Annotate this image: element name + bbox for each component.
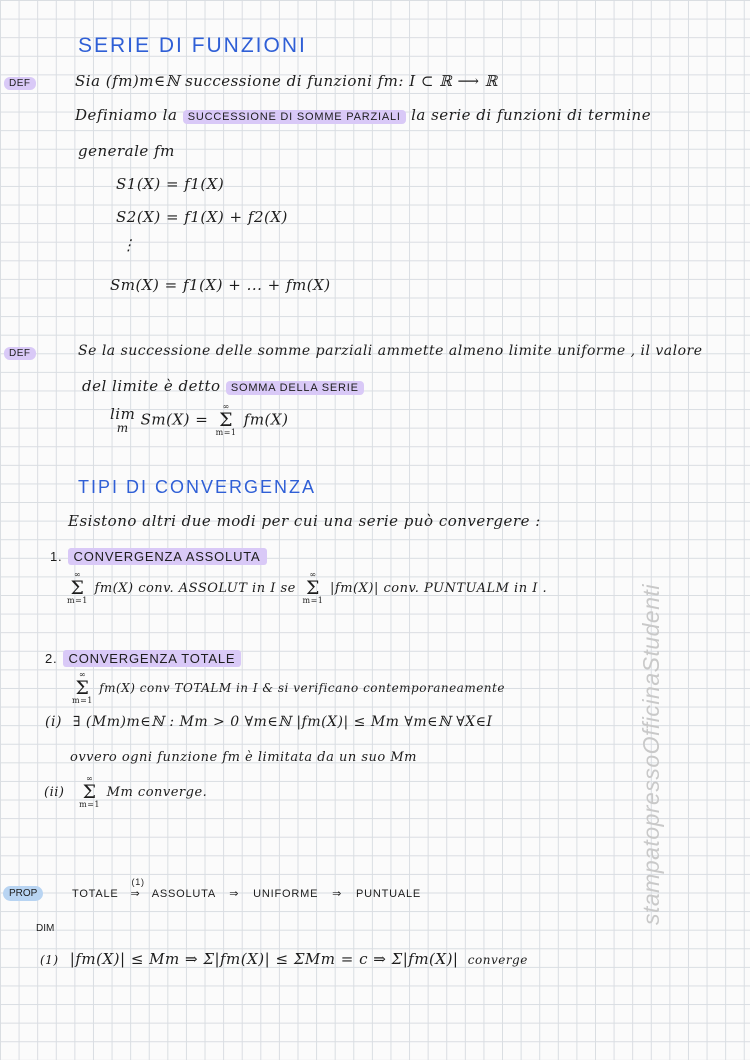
- heading-assoluta: [50, 546, 267, 565]
- section-title-tipi: TIPI DI CONVERGENZA: [78, 477, 317, 497]
- condition-ii-expr: Mm converge.: [106, 784, 208, 800]
- lim-expr: Sm(X) =: [140, 410, 209, 429]
- page-title: SERIE DI FUNZIONI: [78, 34, 307, 57]
- lim-sub: m: [116, 420, 129, 435]
- highlight-somma-serie: SOMMA DELLA SERIE: [226, 381, 364, 395]
- sum-bottom: m=1: [79, 799, 100, 809]
- def1-line2-b: la serie di funzioni di termine: [411, 106, 652, 124]
- highlight-somme-parziali: SUCCESSIONE DI SOMME PARZIALI: [183, 110, 406, 124]
- def1-line2-a: Definiamo la: [75, 106, 178, 124]
- condition-ii: [44, 776, 207, 809]
- proof-line: [40, 950, 528, 968]
- highlight-totale: CONVERGENZA TOTALE: [63, 650, 242, 667]
- condition-i-note: ovvero ogni funzione fm è limitata da un suo Mm: [70, 750, 417, 765]
- sum-symbol: [216, 404, 237, 437]
- def1-line3: generale fm: [78, 142, 175, 160]
- eq-s1: S1(X) = f1(X): [116, 175, 225, 193]
- condition-i-expr: ∃ (Mm)m∈ℕ : Mm > 0 ∀m∈ℕ |fm(X)| ≤ Mm ∀m∈ℕ ∀X∈I: [72, 714, 493, 730]
- sigma-glyph: Σ: [219, 408, 234, 431]
- eq-sm: Sm(X) = f1(X) + ... + fm(X): [110, 276, 331, 294]
- sum-bottom: m=1: [67, 595, 88, 605]
- heading-totale: [45, 648, 241, 667]
- totale-expr: fm(X) conv TOTALM in I & si verificano contemporaneamente: [99, 680, 505, 695]
- def1-line2: [75, 106, 651, 124]
- chain-totale: TOTALE: [72, 888, 119, 900]
- sum-symbol: [303, 572, 324, 605]
- proof-label: (1): [40, 953, 59, 967]
- implies-arrow: ⇒: [130, 888, 141, 900]
- sum-bottom: m=1: [72, 695, 93, 705]
- assoluta-expr2: |fm(X)| conv. PUNTUALM in I .: [330, 580, 548, 596]
- eq-s2: S2(X) = f1(X) + f2(X): [116, 208, 288, 226]
- sigma-glyph: Σ: [70, 576, 85, 599]
- sum-symbol: [72, 672, 93, 705]
- chain-assoluta: ASSOLUTA: [151, 888, 216, 900]
- assoluta-def: [65, 572, 547, 605]
- condition-i-label: (i): [45, 714, 62, 730]
- sum-top: ∞: [78, 670, 87, 679]
- heading-number: 2.: [45, 651, 58, 666]
- def2-line2: [82, 377, 364, 395]
- totale-def: [70, 672, 505, 705]
- lim-text: lim: [110, 404, 136, 423]
- sum-top: ∞: [222, 402, 230, 411]
- implies-arrow: ⇒: [229, 888, 240, 900]
- def2-line1: Se la successione delle somme parziali ammette almeno limite uniforme , il valore: [78, 343, 703, 359]
- chain-uniforme: UNIFORME: [253, 888, 319, 900]
- condition-ii-label: (ii): [44, 784, 65, 800]
- arrow-note: (1): [131, 877, 145, 887]
- watermark: stampatopressoOfficinaStudenti: [638, 583, 664, 925]
- def-tag: DEF: [4, 347, 36, 360]
- assoluta-expr1: fm(X) conv. ASSOLUT in I se: [94, 580, 296, 596]
- proof-expr: |fm(X)| ≤ Mm ⇒ Σ|fm(X)| ≤ ΣMm = c ⇒ Σ|fm(X)|: [69, 950, 459, 968]
- sum-top: ∞: [309, 570, 317, 579]
- heading-number: 1.: [50, 549, 63, 564]
- prop-tag: PROP: [3, 886, 43, 901]
- def2-line2-a: del limite è detto: [82, 377, 221, 395]
- sum-bottom: m=1: [302, 595, 324, 605]
- proof-end: converge: [467, 953, 528, 967]
- sum-symbol: [67, 572, 88, 605]
- dim-label: DIM: [36, 923, 55, 934]
- sigma-glyph: Σ: [305, 576, 320, 599]
- implies-arrow: ⇒: [332, 888, 343, 900]
- def1-line1: Sia (fm)m∈ℕ successione di funzioni fm: I ⊂ ℝ ⟶ ℝ: [75, 72, 498, 90]
- sigma-glyph: Σ: [82, 780, 97, 803]
- prop-chain: [72, 877, 422, 900]
- lim-formula: [110, 404, 288, 437]
- sum-expr: fm(X): [243, 410, 289, 429]
- sum-bottom: m=1: [215, 427, 237, 437]
- sum-top: ∞: [85, 774, 94, 783]
- def-tag: DEF: [4, 77, 36, 90]
- tipi-intro: Esistono altri due modi per cui una serie può convergere :: [68, 512, 541, 530]
- vertical-dots: ⋮: [121, 236, 137, 254]
- highlight-assoluta: CONVERGENZA ASSOLUTA: [68, 548, 267, 565]
- sum-symbol: [79, 776, 100, 809]
- sum-top: ∞: [73, 570, 82, 579]
- sigma-glyph: Σ: [75, 676, 90, 699]
- chain-puntuale: PUNTUALE: [355, 888, 422, 900]
- condition-i: [45, 714, 493, 730]
- arrow-with-note: [130, 877, 145, 900]
